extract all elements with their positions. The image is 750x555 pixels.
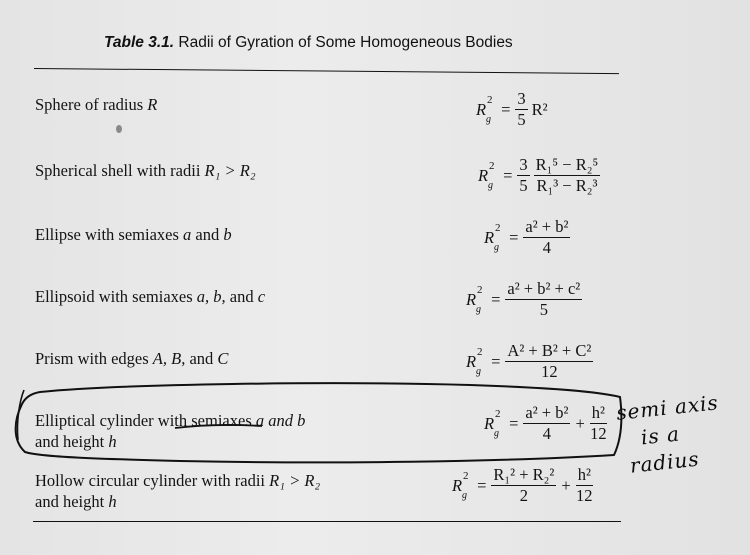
row-elliptical-cylinder-desc: Elliptical cylinder with semiaxes a and b and height h	[35, 411, 306, 451]
row-ellipse-desc: Ellipse with semiaxes a and b	[35, 225, 232, 244]
row-shell-formula: R 2 g = $\frac{3}{5}$ $\frac{\text{R₁⁵ − R₂⁵}}{\text{R₁³ − R₂³}}$	[478, 155, 599, 195]
row-hollow-cylinder-desc: Hollow circular cylinder with radii R₁ > R₂ and height h	[35, 471, 321, 511]
underlined-word: semiaxes	[191, 411, 252, 430]
row-shell-desc: Spherical shell with radii R₁ > R₂	[35, 161, 256, 180]
bottom-rule	[33, 521, 621, 522]
row-prism-desc: Prism with edges A, B, and C	[35, 349, 229, 368]
handwritten-note: semi axis is a radius	[615, 390, 720, 478]
table-title	[104, 34, 513, 52]
row-ellipse-formula: R 2 g = $\frac{\text{a² + b²}}{4}$	[484, 217, 569, 257]
row-sphere-desc: Sphere of radius R	[35, 95, 158, 114]
table-title-text: Radii of Gyration of Some Homogeneous Bodies	[178, 34, 513, 51]
row-elliptical-cylinder-formula: R 2 g = $\frac{\text{a² + b²}}{4}$ + $\frac{\text{h²}}{12}$	[484, 403, 607, 443]
show-through-text	[150, 4, 750, 119]
row-sphere-formula: R 2 g = $\frac{3}{5}$ R²	[476, 89, 548, 129]
row-prism-formula: R 2 g = $\frac{\text{A² + B² + C²}}{12}$	[466, 341, 592, 381]
row-ellipsoid-desc: Ellipsoid with semiaxes a, b, and c	[35, 287, 266, 306]
table-number: Table 3.1.	[104, 34, 175, 51]
row-ellipsoid-formula: R 2 g = $\frac{\text{a² + b² + c²}}{5}$	[466, 279, 581, 319]
smudge	[116, 125, 122, 133]
row-hollow-cylinder-formula: R 2 g = $\frac{\text{R₁² + R₂²}}{2}$ + $\frac{\text{h²}}{12}$	[452, 465, 593, 505]
